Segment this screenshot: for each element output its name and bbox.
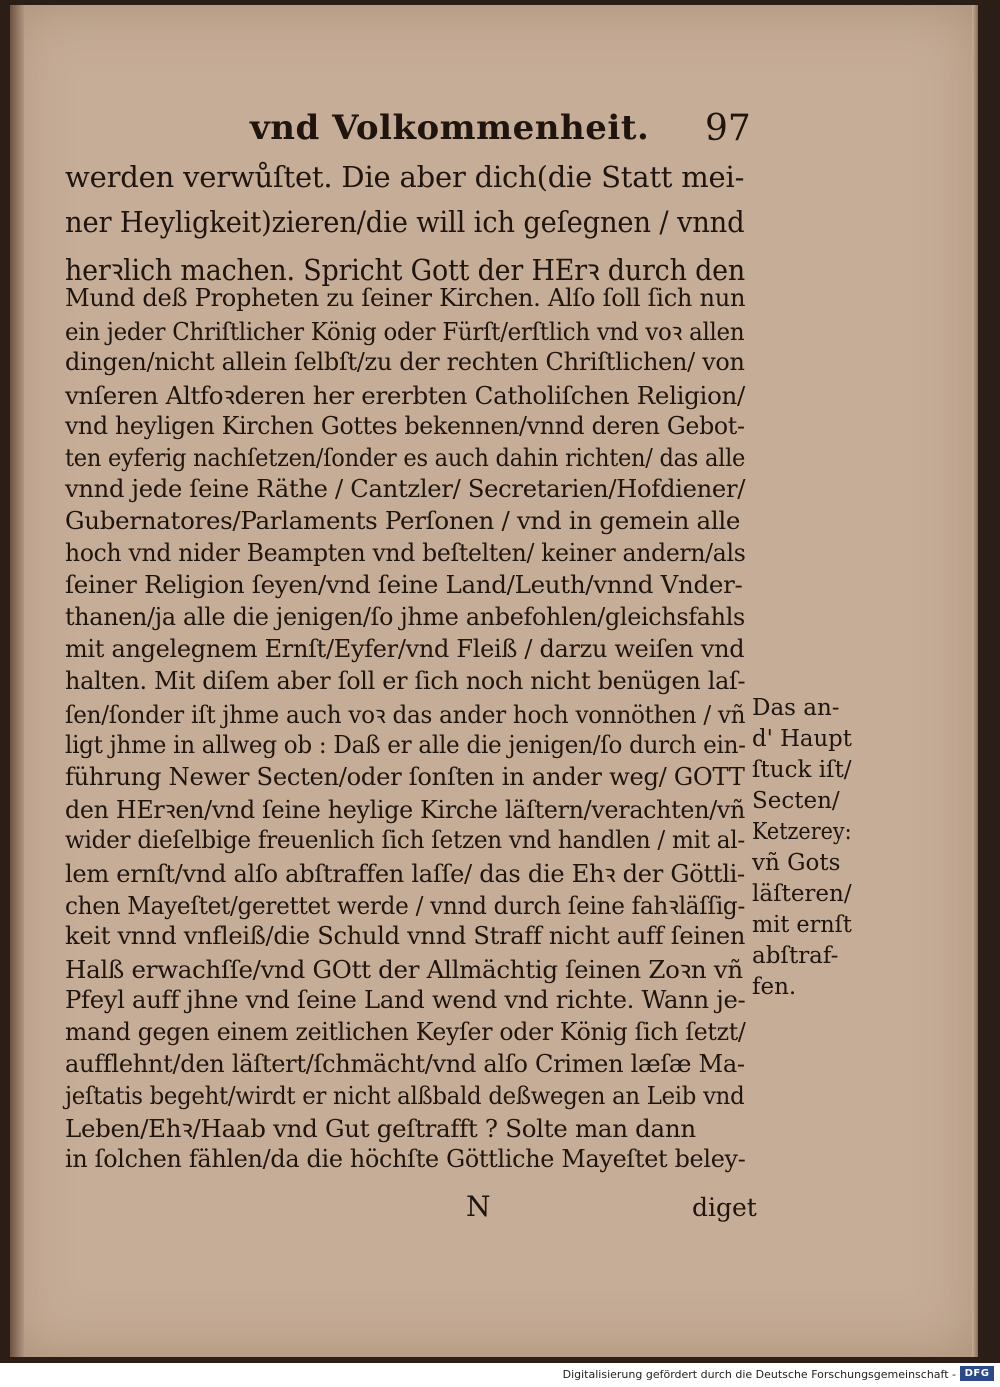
body-line: chen Mayeſtet/gerettet werde / vnnd durch ſeine fahꝛläſſig-: [65, 891, 745, 921]
body-line: jeſtatis begeht/wirdt er nicht alßbald deßwegen an Leib vnd: [65, 1080, 745, 1110]
page-edge: [972, 5, 978, 1357]
body-line: halten. Mit diſem aber ſoll er ſich noch nicht benügen laſ-: [65, 665, 746, 695]
body-line: werden verwůſtet. Die aber dich(die Statt mei-: [65, 160, 745, 194]
body-line: Pfeyl auff jhne vnd ſeine Land wend vnd richte. Wann je-: [65, 984, 746, 1014]
running-head: [250, 108, 770, 158]
body-line: ner Heyligkeit)zieren/die will ich geſegnen / vnnd: [65, 205, 745, 239]
page-gutter-shadow: [10, 5, 24, 1357]
body-line: ſen/ſonder iſt jhme auch voꝛ das ander hoch vonnöthen / vñ: [65, 699, 746, 729]
margin-note-line: ſtuck iſt/: [752, 757, 852, 783]
body-line: vnnd jede ſeine Räthe / Cantzler/ Secretarien/Hofdiener/: [65, 474, 746, 504]
body-line: den HErꝛen/vnd ſeine heylige Kirche läſtern/verachten/vñ: [65, 795, 746, 825]
body-line: vnd heyligen Kirchen Gottes bekennen/vnnd deren Gebot-: [65, 410, 745, 440]
margin-note-line: abſtraf-: [752, 943, 839, 969]
running-head-title: vnd Volkommenheit.: [250, 108, 650, 148]
body-line: Mund deß Propheten zu ſeiner Kirchen. Alſo ſoll ſich nun: [65, 283, 746, 312]
margin-note-line: vñ Gots: [752, 850, 841, 876]
body-line: Leben/Ehꝛ/Haab vnd Gut geſtrafft ? Solte man dann: [65, 1114, 696, 1144]
body-line: ligt jhme in allweg ob : Daß er alle die jenigen/ſo durch ein-: [65, 729, 746, 759]
body-line: Gubernatores/Parlaments Perſonen / vnd in gemein alle: [65, 506, 741, 536]
body-line: thanen/ja alle die jenigen/ſo jhme anbefohlen/gleichsfahls: [65, 602, 745, 631]
body-line: lem ernſt/vnd alſo abſtraffen laſſe/ das die Ehꝛ der Göttli-: [65, 859, 745, 889]
body-line: ein jeder Chriſtlicher König oder Fürſt/erſtlich vnd voꝛ allen: [65, 316, 745, 346]
body-line: herꝛlich machen. Spricht Gott der HErꝛ durch den: [65, 253, 746, 287]
body-line: ten eyferig nachſetzen/ſonder es auch dahin richten/ das alle: [65, 442, 746, 472]
page-number: 97: [705, 108, 751, 149]
body-line: in ſolchen fählen/da die höchſte Göttliche Mayeſtet beley-: [65, 1144, 746, 1174]
body-line: mand gegen einem zeitlichen Keyſer oder König ſich ſetzt/: [65, 1016, 746, 1046]
body-line: ſeiner Religion ſeyen/vnd ſeine Land/Leuth/vnnd Vnder-: [65, 570, 743, 600]
catchword: diget: [692, 1193, 757, 1222]
margin-note-line: Das an-: [752, 695, 840, 721]
body-line: führung Newer Secten/oder ſonſten in ander weg/ GOTT: [65, 761, 745, 791]
body-line: Halß erwachſſe/vnd GOtt der Allmächtig ſeinen Zoꝛn vñ: [65, 954, 743, 984]
body-line: aufflehnt/den läſtert/ſchmächt/vnd alſo Crimen læſæ Ma-: [65, 1048, 745, 1078]
body-line: hoch vnd nider Beampten vnd beſtelten/ keiner andern/als: [65, 538, 746, 568]
body-line: mit angelegnem Ernſt/Eyfer/vnd Fleiß / darzu weiſen vnd: [65, 633, 745, 663]
margin-note-line: läſteren/: [752, 881, 852, 907]
margin-note-line: fen.: [752, 974, 797, 1000]
signature-mark: N: [466, 1190, 491, 1223]
body-line: wider dieſelbige freuenlich ſich ſetzen vnd handlen / mit al-: [65, 825, 745, 855]
margin-note-line: Secten/: [752, 788, 840, 814]
footer-bar: [0, 1363, 1000, 1387]
margin-note-line: Ketzerey:: [752, 819, 852, 845]
dfg-logo: DFG: [960, 1366, 994, 1381]
footer-credit: Digitalisierung gefördert durch die Deutsche Forschungsgemeinschaft -: [562, 1368, 956, 1381]
margin-note-line: mit ernſt: [752, 912, 852, 938]
margin-note-line: d' Haupt: [752, 726, 852, 752]
body-line: keit vnnd vnfleiß/die Schuld vnnd Straff nicht auff ſeinen: [65, 921, 746, 950]
body-line: vnſeren Altfoꝛderen her ererbten Catholiſchen Religion/: [65, 380, 745, 410]
body-line: dingen/nicht allein ſelbſt/zu der rechten Chriſtlichen/ von: [65, 346, 745, 376]
